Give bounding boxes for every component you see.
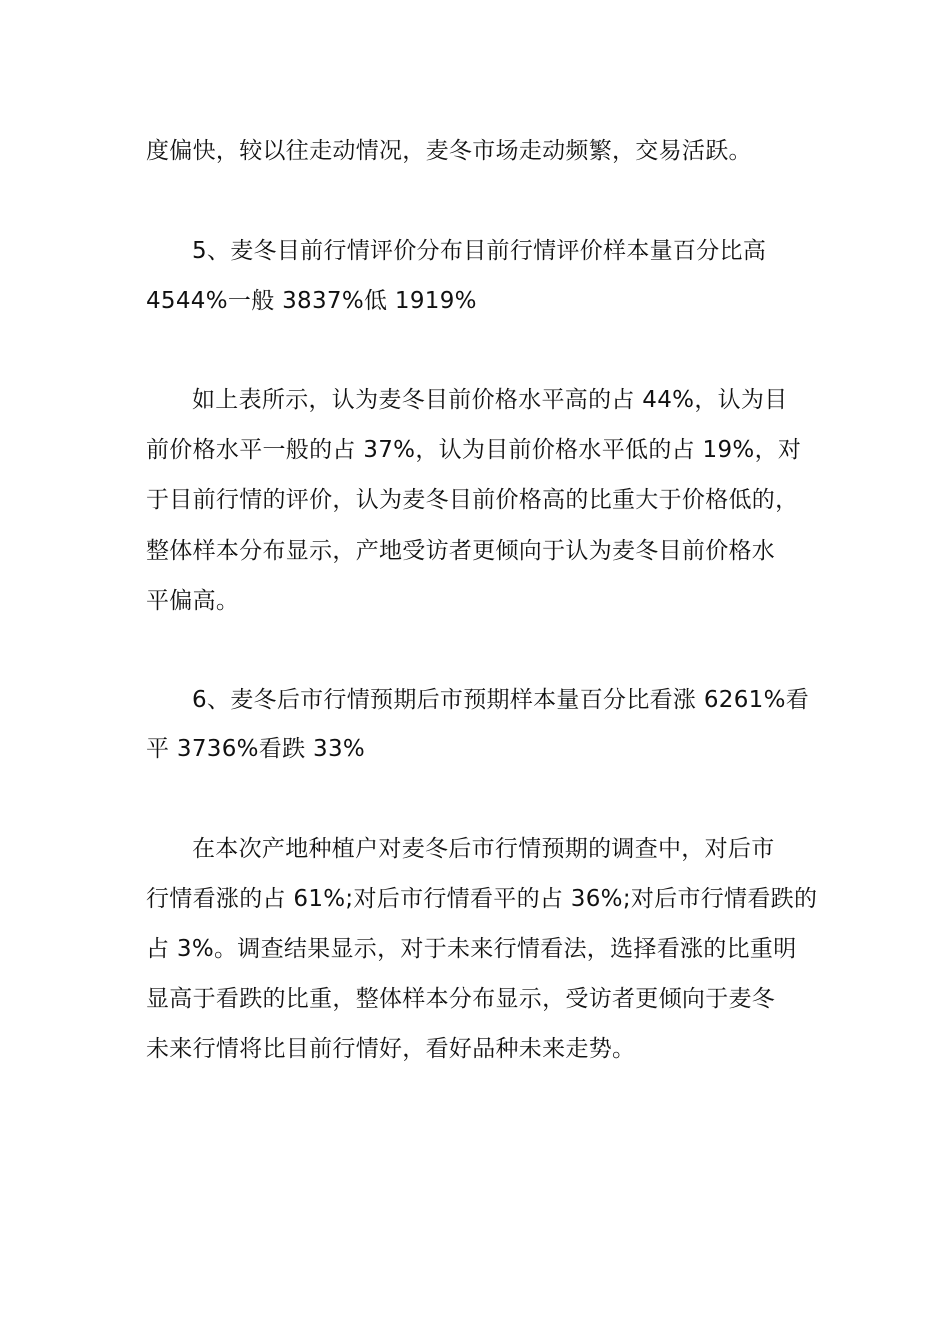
paragraph-line: 显高于看跌的比重，整体样本分布显示，受访者更倾向于麦冬 xyxy=(146,986,776,1012)
paragraph-line: 行情看涨的占 61%;对后市行情看平的占 36%;对后市行情看跌的 xyxy=(146,886,818,912)
section-5-heading-line: 5、麦冬目前行情评价分布目前行情评价样本量百分比高 xyxy=(192,238,767,264)
paragraph-line: 整体样本分布显示，产地受访者更倾向于认为麦冬目前价格水 xyxy=(146,538,776,564)
paragraph-line: 如上表所示，认为麦冬目前价格水平高的占 44%，认为目 xyxy=(192,387,788,413)
paragraph-line: 度偏快，较以往走动情况，麦冬市场走动频繁，交易活跃。 xyxy=(146,138,752,164)
paragraph-line: 占 3%。调查结果显示，对于未来行情看法，选择看涨的比重明 xyxy=(146,936,797,962)
paragraph-line: 于目前行情的评价，认为麦冬目前价格高的比重大于价格低的， xyxy=(146,487,799,513)
paragraph-line: 平偏高。 xyxy=(146,588,240,614)
section-6-heading-line: 平 3736%看跌 33% xyxy=(146,736,366,762)
paragraph-line: 未来行情将比目前行情好，看好品种未来走势。 xyxy=(146,1036,636,1062)
paragraph-line: 在本次产地种植户对麦冬后市行情预期的调查中，对后市 xyxy=(192,836,775,862)
section-6-heading-line: 6、麦冬后市行情预期后市预期样本量百分比看涨 6261%看 xyxy=(192,687,810,713)
paragraph-line: 前价格水平一般的占 37%，认为目前价格水平低的占 19%，对 xyxy=(146,437,802,463)
section-5-heading-line: 4544%一般 3837%低 1919% xyxy=(146,288,477,314)
